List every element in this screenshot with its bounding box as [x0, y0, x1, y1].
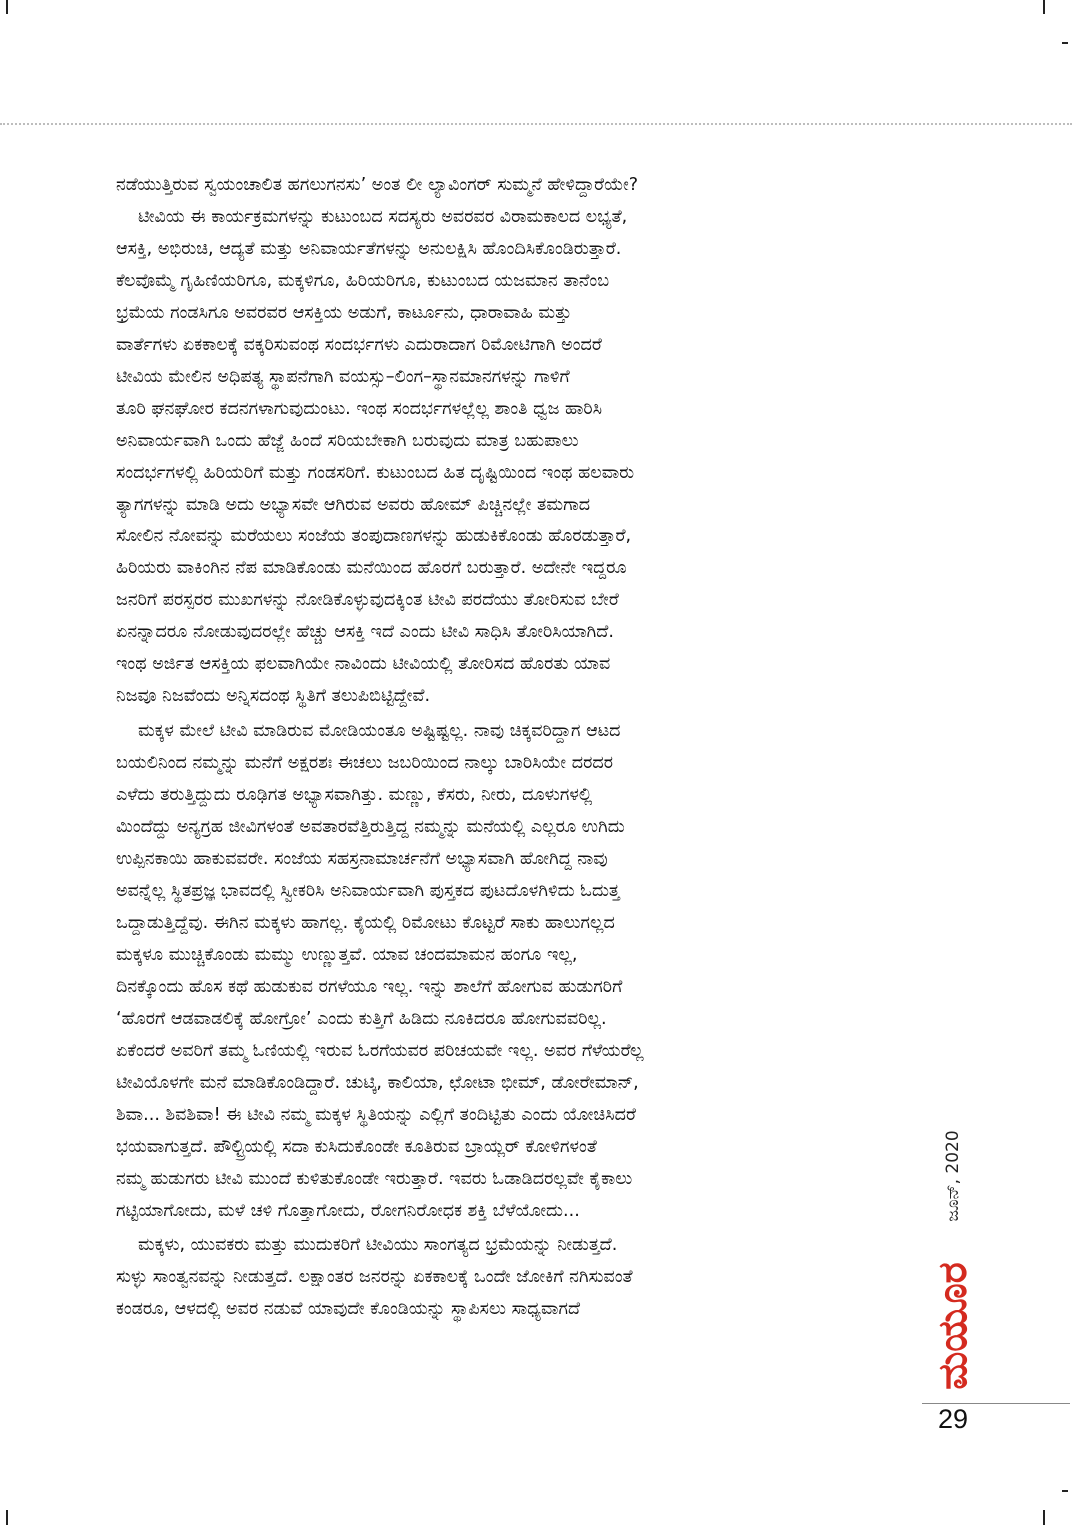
- text-line: ಟೀವಿಯೊಳಗೇ ಮನೆ ಮಾಡಿಕೊಂಡಿದ್ದಾರೆ. ಚುಟ್ಕಿ, ಕಾಲಿಯಾ, ಛೋಟಾ ಭೀಮ್, ಡೋರೇಮಾನ್,: [116, 1072, 639, 1093]
- text-line: ನಮ್ಮ ಹುಡುಗರು ಟೀವಿ ಮುಂದೆ ಕುಳಿತುಕೊಂಡೇ ಇರುತ್ತಾರೆ. ಇವರು ಓಡಾಡಿದರಲ್ಲವೇ ಕೈಕಾಲು: [116, 1168, 633, 1189]
- crop-mark-bottom-left: [6, 1510, 8, 1525]
- text-line: ಒದ್ದಾಡುತ್ತಿದ್ದೆವು. ಈಗಿನ ಮಕ್ಕಳು ಹಾಗಲ್ಲ. ಕೈಯಲ್ಲಿ ರಿಮೋಟು ಕೊಟ್ಟರೆ ಸಾಕು ಹಾಲುಗಲ್ಲದ: [116, 912, 615, 933]
- text-line: ಶಿವಾ... ಶಿವಶಿವಾ! ಈ ಟೀವಿ ನಮ್ಮ ಮಕ್ಕಳ ಸ್ಥಿತಿಯನ್ನು ಎಲ್ಲಿಗೆ ತಂದಿಟ್ಟಿತು ಎಂದು ಯೋಚಿಸಿದರೆ: [116, 1104, 636, 1125]
- crop-mark-right-tick: [1062, 42, 1068, 44]
- text-line: ತೂರಿ ಘನಘೋರ ಕದನಗಳಾಗುವುದುಂಟು. ಇಂಥ ಸಂದರ್ಭಗಳಲ್ಲೆಲ್ಲ ಶಾಂತಿ ಧ್ವಜ ಹಾರಿಸಿ: [116, 398, 603, 419]
- text-line: ಅನಿವಾರ್ಯವಾಗಿ ಒಂದು ಹೆಜ್ಜೆ ಹಿಂದೆ ಸರಿಯಬೇಕಾಗಿ ಬರುವುದು ಮಾತ್ರ ಬಹುಪಾಲು: [116, 430, 579, 451]
- text-line: ಆಸಕ್ತಿ, ಅಭಿರುಚಿ, ಆದ್ಯತೆ ಮತ್ತು ಅನಿವಾರ್ಯತೆಗಳನ್ನು ಅನುಲಕ್ಷಿಸಿ ಹೊಂದಿಸಿಕೊಂಡಿರುತ್ತಾರೆ.: [116, 238, 622, 259]
- text-line: ಮಕ್ಕಳು, ಯುವಕರು ಮತ್ತು ಮುದುಕರಿಗೆ ಟೀವಿಯು ಸಾಂಗತ್ಯದ ಭ್ರಮೆಯನ್ನು ನೀಡುತ್ತದೆ.: [138, 1235, 618, 1256]
- article-body: [116, 170, 912, 1326]
- text-line: ನಿಜವೂ ನಿಜವೆಂದು ಅನ್ನಿಸದಂಥ ಸ್ಥಿತಿಗೆ ತಲುಪಿಬಿಟ್ಟಿದ್ದೇವೆ.: [116, 686, 431, 707]
- text-line: ಏಕೆಂದರೆ ಅವರಿಗೆ ತಮ್ಮ ಓಣಿಯಲ್ಲಿ ಇರುವ ಓರಗೆಯವರ ಪರಿಚಯವೇ ಇಲ್ಲ. ಅವರ ಗೆಳೆಯರೆಲ್ಲ: [116, 1040, 644, 1061]
- text-line: ದಿನಕ್ಕೊಂದು ಹೊಸ ಕಥೆ ಹುಡುಕುವ ರಗಳೆಯೂ ಇಲ್ಲ. ಇನ್ನು ಶಾಲೆಗೆ ಹೋಗುವ ಹುಡುಗರಿಗೆ: [116, 976, 623, 997]
- text-line: ಹಿರಿಯರು ವಾಕಿಂಗಿನ ನೆಪ ಮಾಡಿಕೊಂಡು ಮನೆಯಿಂದ ಹೊರಗೆ ಬರುತ್ತಾರೆ. ಅದೇನೇ ಇದ್ದರೂ: [116, 558, 627, 579]
- text-line: ಬಯಲಿನಿಂದ ನಮ್ಮನ್ನು ಮನೆಗೆ ಅಕ್ಷರಶಃ ಈಚಲು ಜಬರಿಯಿಂದ ನಾಲ್ಕು ಬಾರಿಸಿಯೇ ದರದರ: [116, 753, 614, 774]
- text-line: ಏನನ್ನಾದರೂ ನೋಡುವುದರಲ್ಲೇ ಹೆಚ್ಚು ಆಸಕ್ತಿ ಇದೆ ಎಂದು ಟೀವಿ ಸಾಧಿಸಿ ತೋರಿಸಿಯಾಗಿದೆ.: [116, 622, 614, 643]
- issue-date-text: ಜೂನ್, 2020: [943, 1129, 963, 1222]
- text-line: ಟೀವಿಯ ಮೇಲಿನ ಅಧಿಪತ್ಯ ಸ್ಥಾಪನೆಗಾಗಿ ವಯಸ್ಸು–ಲಿಂಗ–ಸ್ಥಾನಮಾನಗಳನ್ನು ಗಾಳಿಗೆ: [116, 366, 570, 387]
- text-line: ಜನರಿಗೆ ಪರಸ್ಪರರ ಮುಖಗಳನ್ನು ನೋಡಿಕೊಳ್ಳುವುದಕ್ಕಿಂತ ಟೀವಿ ಪರದೆಯು ತೋರಿಸುವ ಬೇರೆ: [116, 590, 619, 611]
- issue-date: [928, 1108, 978, 1243]
- text-line: ವಾರ್ತೆಗಳು ಏಕಕಾಲಕ್ಕೆ ವಕ್ಕರಿಸುವಂಥ ಸಂದರ್ಭಗಳು ಎದುರಾದಾಗ ರಿಮೋಟಿಗಾಗಿ ಅಂದರೆ: [116, 334, 602, 355]
- magazine-logo: [926, 1255, 980, 1397]
- crop-mark-right-bottom-tick: [1062, 1490, 1068, 1492]
- text-line: ಮಕ್ಕಳ ಮೇಲೆ ಟೀವಿ ಮಾಡಿರುವ ಮೋಡಿಯಂತೂ ಅಷ್ಟಿಷ್ಟಲ್ಲ. ನಾವು ಚಿಕ್ಕವರಿದ್ದಾಗ ಆಟದ: [138, 721, 621, 742]
- text-line: ಸಂದರ್ಭಗಳಲ್ಲಿ ಹಿರಿಯರಿಗೆ ಮತ್ತು ಗಂಡಸರಿಗೆ. ಕುಟುಂಬದ ಹಿತ ದೃಷ್ಟಿಯಿಂದ ಇಂಥ ಹಲವಾರು: [116, 462, 635, 483]
- page-number: 29: [938, 1404, 969, 1434]
- text-line: ತ್ಯಾಗಗಳನ್ನು ಮಾಡಿ ಅದು ಅಭ್ಯಾಸವೇ ಆಗಿರುವ ಅವರು ಹೋಮ್ ಪಿಚ್ಚಿನಲ್ಲೇ ತಮಗಾದ: [116, 494, 591, 515]
- text-line: ಗಟ್ಟಿಯಾಗೋದು, ಮಳೆ ಚಳಿ ಗೊತ್ತಾಗೋದು, ರೋಗನಿರೋಧಕ ಶಕ್ತಿ ಬೆಳೆಯೋದು...: [116, 1200, 580, 1221]
- text-line: ಟೀವಿಯ ಈ ಕಾರ್ಯಕ್ರಮಗಳನ್ನು ಕುಟುಂಬದ ಸದಸ್ಯರು ಅವರವರ ವಿರಾಮಕಾಲದ ಲಭ್ಯತೆ,: [138, 206, 628, 227]
- text-line: ಕೆಲವೊಮ್ಮೆ ಗೃಹಿಣಿಯರಿಗೂ, ಮಕ್ಕಳಿಗೂ, ಹಿರಿಯರಿಗೂ, ಕುಟುಂಬದ ಯಜಮಾನ ತಾನೆಂಬ: [116, 270, 610, 291]
- crop-mark-top-left: [6, 0, 8, 14]
- text-line: ಮಕ್ಕಳೂ ಮುಚ್ಚಿಕೊಂಡು ಮಮ್ಮು ಉಣ್ಣುತ್ತವೆ. ಯಾವ ಚಂದಮಾಮನ ಹಂಗೂ ಇಲ್ಲ,: [116, 944, 578, 965]
- text-line: ಉಪ್ಪಿನಕಾಯಿ ಹಾಕುವವರೇ. ಸಂಜೆಯ ಸಹಸ್ರನಾಮಾರ್ಚನೆಗೆ ಅಭ್ಯಾಸವಾಗಿ ಹೋಗಿದ್ದ ನಾವು: [116, 849, 608, 870]
- text-line: ಅವನ್ನೆಲ್ಲ ಸ್ಥಿತಪ್ರಜ್ಞ ಭಾವದಲ್ಲಿ ಸ್ವೀಕರಿಸಿ ಅನಿವಾರ್ಯವಾಗಿ ಪುಸ್ತಕದ ಪುಟದೊಳಗಿಳಿದು ಓದುತ್ತ: [116, 880, 620, 901]
- text-line: ಭ್ರಮೆಯ ಗಂಡಸಿಗೂ ಅವರವರ ಆಸಕ್ತಿಯ ಅಡುಗೆ, ಕಾರ್ಟೂನು, ಧಾರಾವಾಹಿ ಮತ್ತು: [116, 302, 572, 323]
- crop-mark-bottom-right: [1043, 1510, 1045, 1525]
- text-line: ಭಯವಾಗುತ್ತದೆ. ಪೌಲ್ಟ್ರಿಯಲ್ಲಿ ಸದಾ ಕುಸಿದುಕೊಂಡೇ ಕೂತಿರುವ ಬ್ರಾಯ್ಲರ್ ಕೋಳಿಗಳಂತೆ: [116, 1136, 597, 1157]
- text-line: ಎಳೆದು ತರುತ್ತಿದ್ದುದು ರೂಢಿಗತ ಅಭ್ಯಾಸವಾಗಿತ್ತು. ಮಣ್ಣು, ಕೆಸರು, ನೀರು, ದೂಳುಗಳಲ್ಲಿ: [116, 785, 593, 806]
- text-line: ನಡೆಯುತ್ತಿರುವ ಸ್ವಯಂಚಾಲಿತ ಹಗಲುಗನಸು’ ಅಂತ ಲೀ ಲ್ಯಾವಿಂಗರ್ ಸುಮ್ಮನೆ ಹೇಳಿದ್ದಾರೆಯೇ?: [116, 175, 639, 195]
- crop-mark-top-right: [1043, 0, 1045, 14]
- text-line: ಸುಳ್ಳು ಸಾಂತ್ವನವನ್ನು ನೀಡುತ್ತದೆ. ಲಕ್ಷಾಂತರ ಜನರನ್ನು ಏಕಕಾಲಕ್ಕೆ ಒಂದೇ ಜೋಕಿಗೆ ನಗಿಸುವಂತೆ: [116, 1267, 633, 1288]
- text-line: ಇಂಥ ಅರ್ಜಿತ ಆಸಕ್ತಿಯ ಫಲವಾಗಿಯೇ ನಾವಿಂದು ಟೀವಿಯಲ್ಲಿ ತೋರಿಸದ ಹೊರತು ಯಾವ: [116, 654, 611, 675]
- header-dotted-rule: [0, 123, 1072, 125]
- text-line: ಕಂಡರೂ, ಆಳದಲ್ಲಿ ಅವರ ನಡುವೆ ಯಾವುದೇ ಕೊಂಡಿಯನ್ನು ಸ್ಥಾಪಿಸಲು ಸಾಧ್ಯವಾಗದೆ: [116, 1299, 581, 1320]
- text-line: ಸೋಲಿನ ನೋವನ್ನು ಮರೆಯಲು ಸಂಜೆಯ ತಂಪುದಾಣಗಳನ್ನು ಹುಡುಕಿಕೊಂಡು ಹೊರಡುತ್ತಾರೆ,: [116, 526, 632, 547]
- magazine-logo-text: ಮಯೂರ: [930, 1262, 976, 1390]
- text-line: ‘ಹೊರಗೆ ಆಡವಾಡಲಿಕ್ಕೆ ಹೋಗ್ರೋ’ ಎಂದು ಕುತ್ತಿಗೆ ಹಿಡಿದು ನೂಕಿದರೂ ಹೋಗುವವರಿಲ್ಲ.: [116, 1008, 607, 1029]
- text-line: ಮಿಂದೆದ್ದು ಅನ್ಯಗ್ರಹ ಜೀವಿಗಳಂತೆ ಅವತಾರವೆತ್ತಿರುತ್ತಿದ್ದ ನಮ್ಮನ್ನು ಮನೆಯಲ್ಲಿ ಎಲ್ಲರೂ ಉಗಿದು: [116, 817, 625, 838]
